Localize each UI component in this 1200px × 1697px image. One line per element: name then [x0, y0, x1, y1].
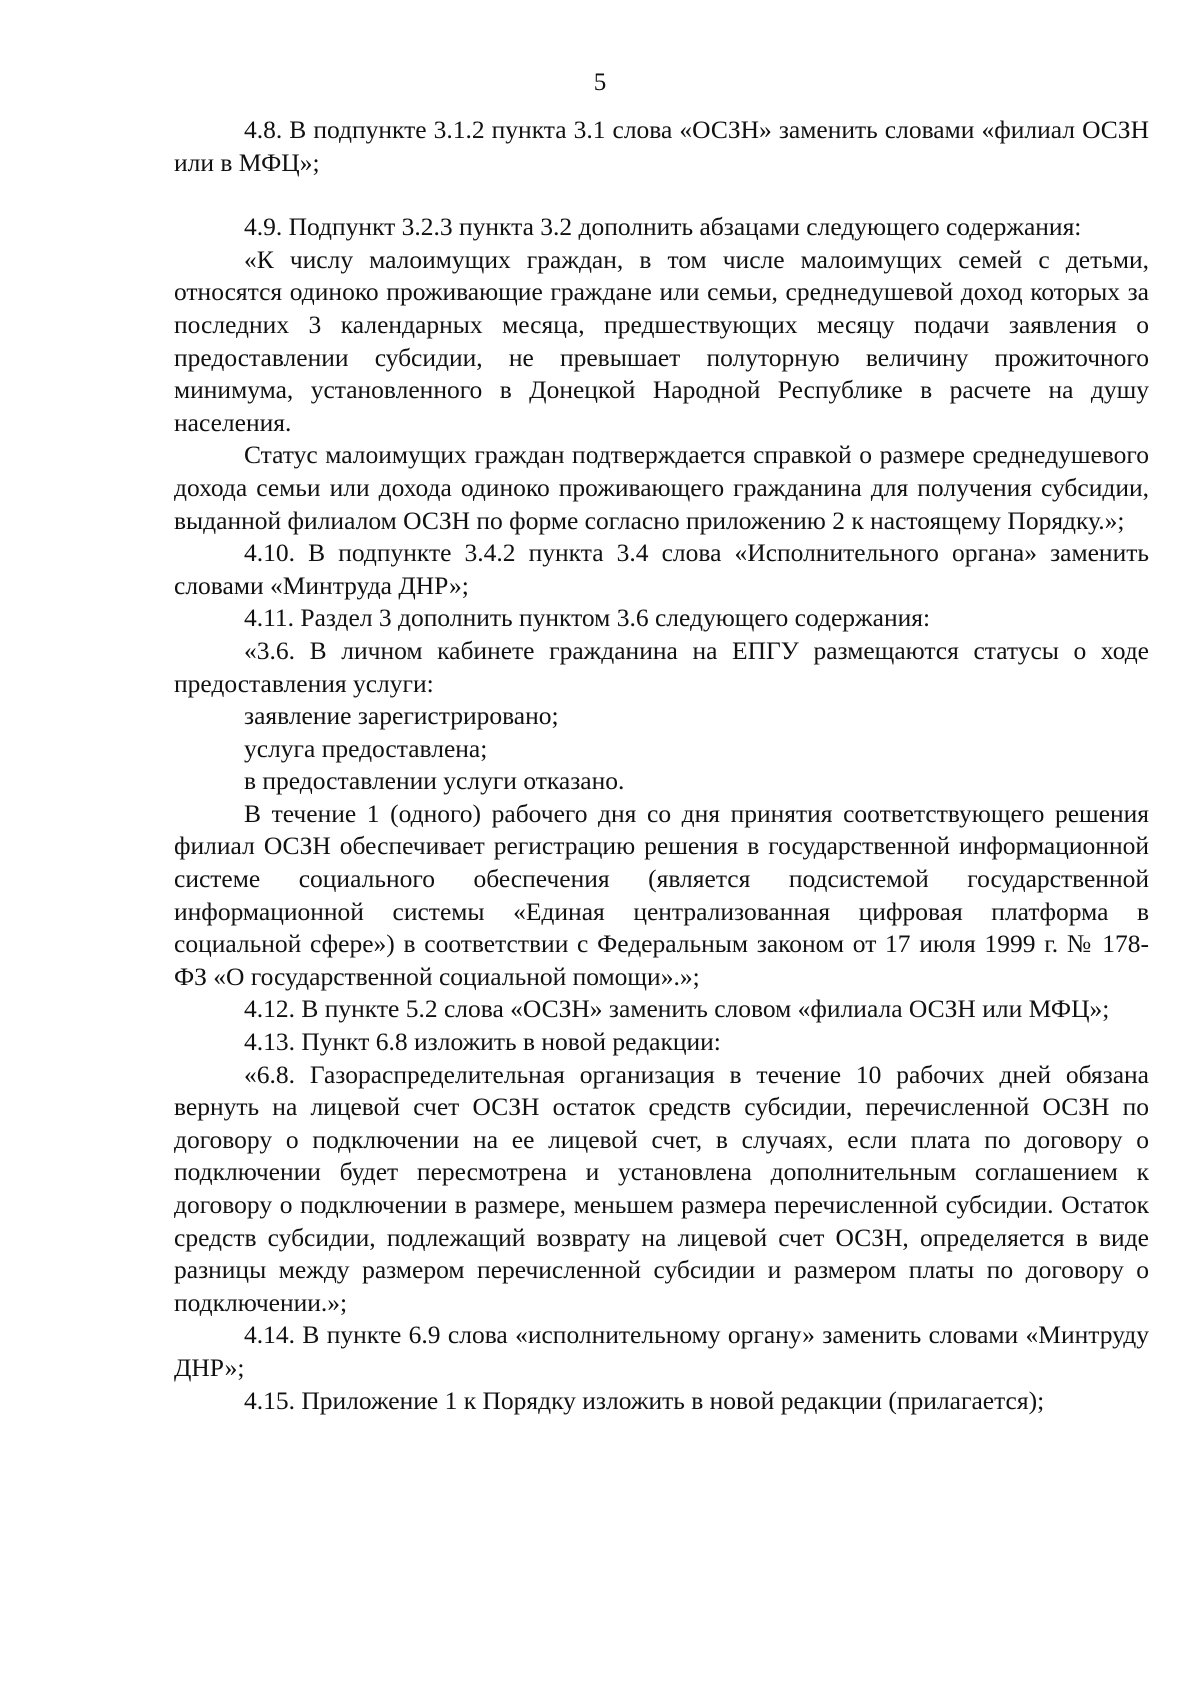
- paragraph-4-8: 4.8. В подпункте 3.1.2 пункта 3.1 слова «ОСЗН» заменить словами «филиал ОСЗН или в МФЦ»;: [174, 115, 1149, 177]
- paragraph-4-11: 4.11. Раздел 3 дополнить пунктом 3.6 следующего содержания:: [244, 603, 931, 633]
- paragraph-registration: В течение 1 (одного) рабочего дня со дня принятия соответствующего решения филиал ОСЗН обеспечивает регистрацию решения в государственной информационной системе социального обеспечения (является подсистемой государственной информационной системы «Единая централизованная цифровая платформа в социальной сфере») в соответствии с Федеральным законом от 17 июля 1999 г. № 178-ФЗ «О государственной социальной помощи».»;: [174, 798, 1149, 991]
- paragraph-3-6: «3.6. В личном кабинете гражданина на ЕПГУ размещаются статусы о ходе предоставления услуги:: [174, 635, 1149, 698]
- paragraph-4-12: 4.12. В пункте 5.2 слова «ОСЗН» заменить словом «филиала ОСЗН или МФЦ»;: [244, 994, 1110, 1024]
- status-item-refused: в предоставлении услуги отказано.: [244, 766, 625, 796]
- paragraph-gap: [174, 179, 1149, 211]
- document-body: [174, 114, 1149, 1417]
- status-item-provided: услуга предоставлена;: [244, 733, 488, 763]
- paragraph-quote-low-income: «К числу малоимущих граждан, в том числе малоимущих семей с детьми, относятся одиноко проживающие граждане или семьи, среднедушевой доход которых за последних 3 календарных месяца, предшествующих месяцу подачи заявления о предоставлении субсидии, не превышает полуторную величину прожиточного минимума, установленного в Донецкой Народной Республике в расчете на душу населения.: [174, 244, 1149, 437]
- paragraph-4-9: 4.9. Подпункт 3.2.3 пункта 3.2 дополнить абзацами следующего содержания:: [244, 212, 1082, 242]
- paragraph-4-10: 4.10. В подпункте 3.4.2 пункта 3.4 слова «Исполнительного органа» заменить словами «Минтруда ДНР»;: [174, 538, 1149, 600]
- paragraph-4-14: 4.14. В пункте 6.9 слова «исполнительному органу» заменить словами «Минтруду ДНР»;: [174, 1320, 1149, 1382]
- paragraph-4-13: 4.13. Пункт 6.8 изложить в новой редакции:: [244, 1027, 721, 1057]
- page-number: 5: [593, 69, 607, 96]
- paragraph-4-15: 4.15. Приложение 1 к Порядку изложить в новой редакции (прилагается);: [244, 1385, 1045, 1415]
- paragraph-status-low-income: Статус малоимущих граждан подтверждается справкой о размере среднедушевого дохода семьи или дохода одиноко проживающего гражданина для получения субсидии, выданной филиалом ОСЗН по форме согласно приложению 2 к настоящему Порядку.»;: [174, 440, 1149, 535]
- paragraph-6-8: «6.8. Газораспределительная организация в течение 10 рабочих дней обязана вернуть на лицевой счет ОСЗН остаток средств субсидии, перечисленной ОСЗН по договору о подключении на ее лицевой счет, в случаях, если плата по договору о подключении будет пересмотрена и установлена дополнительным соглашением к договору о подключении в размере, меньшем размера перечисленной субсидии. Остаток средств субсидии, подлежащий возврату на лицевой счет ОСЗН, определяется в виде разницы между размером перечисленной субсидии и размером платы по договору о подключении.»;: [174, 1059, 1149, 1317]
- status-item-registered: заявление зарегистрировано;: [244, 701, 559, 731]
